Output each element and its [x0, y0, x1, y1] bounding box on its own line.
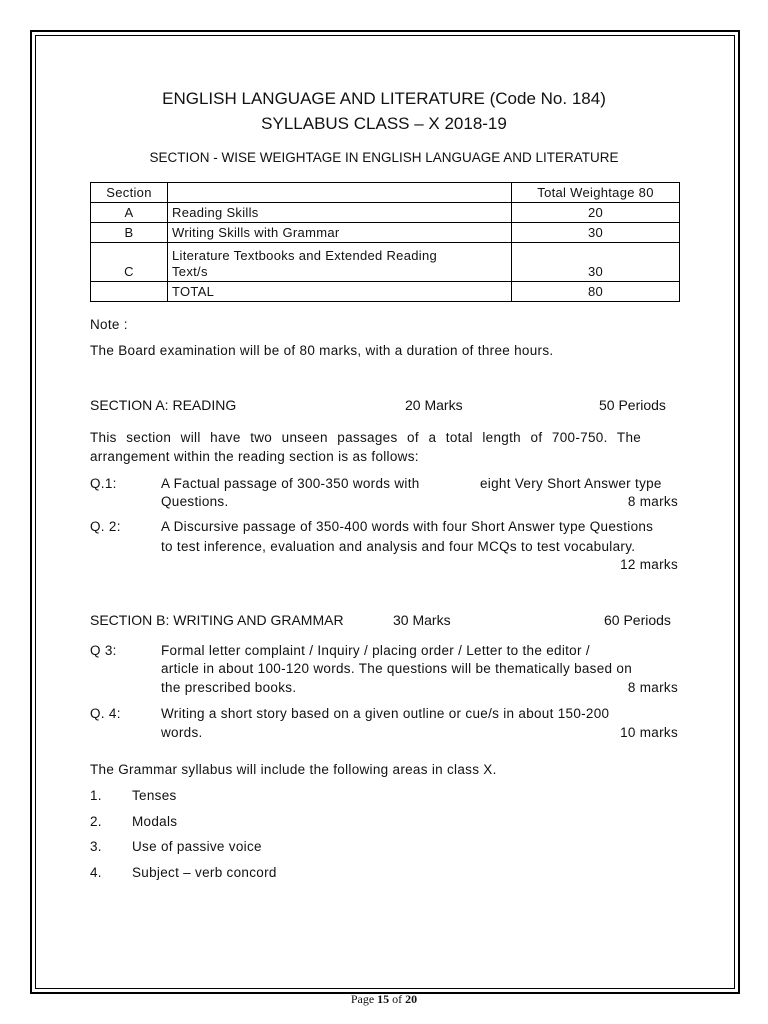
- list-item: Modals: [132, 814, 178, 829]
- question-text: A Factual passage of 300-350 words with: [161, 476, 420, 491]
- grammar-intro: The Grammar syllabus will include the following areas in class X.: [90, 762, 497, 777]
- section-b-title: SECTION B: WRITING AND GRAMMAR: [90, 612, 344, 628]
- question-number: Q. 2:: [90, 519, 121, 534]
- question-marks: 10 marks: [620, 725, 678, 740]
- document-title: ENGLISH LANGUAGE AND LITERATURE (Code No. 184): [162, 89, 606, 108]
- list-item: Tenses: [132, 788, 177, 803]
- question-text: Questions.: [161, 494, 229, 509]
- section-b-periods: 60 Periods: [604, 612, 671, 628]
- list-item: Use of passive voice: [132, 839, 262, 854]
- question-text: Writing a short story based on a given outline or cue/s in about 150-200: [161, 706, 610, 721]
- question-text: words.: [161, 725, 203, 740]
- table-cell-name: Writing Skills with Grammar: [168, 223, 512, 243]
- table-row: [91, 243, 680, 282]
- page-total: 20: [405, 992, 418, 1006]
- section-a-title: SECTION A: READING: [90, 397, 237, 413]
- table-cell-name: Reading Skills: [168, 203, 512, 223]
- table-cell-section: [91, 282, 168, 302]
- question-text: the prescribed books.: [161, 680, 297, 695]
- page-prefix: Page: [350, 992, 378, 1006]
- section-a-intro-line: arrangement within the reading section is as follows:: [90, 449, 419, 464]
- table-cell-name: [168, 243, 512, 282]
- table-cell-weight: 30: [512, 243, 680, 282]
- weightage-table: [90, 182, 680, 302]
- table-header-cell: [168, 183, 512, 203]
- question-marks: 8 marks: [627, 494, 678, 509]
- weightage-heading: SECTION - WISE WEIGHTAGE IN ENGLISH LANGUAGE AND LITERATURE: [149, 150, 619, 165]
- note-text: The Board examination will be of 80 marks, with a duration of three hours.: [90, 343, 554, 358]
- question-marks: 12 marks: [620, 557, 678, 572]
- table-cell-weight: 20: [512, 203, 680, 223]
- table-header-row: [91, 183, 680, 203]
- table-row: [91, 223, 680, 243]
- table-cell-weight: 30: [512, 223, 680, 243]
- list-item-number: 2.: [90, 814, 102, 829]
- table-cell-name-line: Literature Textbooks and Extended Reading: [172, 248, 438, 263]
- document-subtitle: SYLLABUS CLASS – X 2018-19: [261, 114, 507, 133]
- question-text: to test inference, evaluation and analysis and four MCQs to test vocabulary.: [161, 539, 636, 554]
- section-a-periods: 50 Periods: [599, 397, 666, 413]
- question-text: eight Very Short Answer type: [480, 476, 662, 491]
- table-cell-name-line: Text/s: [172, 264, 208, 279]
- table-cell-section: C: [91, 243, 168, 282]
- question-text: A Discursive passage of 350-400 words with four Short Answer type Questions: [161, 519, 654, 534]
- section-a-marks: 20 Marks: [405, 397, 463, 413]
- table-header-cell: Section: [91, 183, 168, 203]
- question-marks: 8 marks: [627, 680, 678, 695]
- page-footer: [0, 992, 768, 1007]
- list-item: Subject – verb concord: [132, 865, 277, 880]
- table-cell-section: A: [91, 203, 168, 223]
- question-text: Formal letter complaint / Inquiry / placing order / Letter to the editor /: [161, 643, 590, 658]
- list-item-number: 3.: [90, 839, 102, 854]
- table-cell-weight: 80: [512, 282, 680, 302]
- question-text: article in about 100-120 words. The questions will be thematically based on: [161, 661, 633, 676]
- table-cell-section: B: [91, 223, 168, 243]
- question-number: Q 3:: [90, 643, 117, 658]
- section-a-intro-line: This section will have two unseen passages of a total length of 700-750. The: [90, 430, 642, 445]
- table-header-cell: Total Weightage 80: [512, 183, 680, 203]
- note-label: Note :: [90, 317, 128, 332]
- table-row: [91, 203, 680, 223]
- list-item-number: 4.: [90, 865, 102, 880]
- page-of: of: [389, 992, 406, 1006]
- question-number: Q. 4:: [90, 706, 121, 721]
- page-number: 15: [377, 992, 390, 1006]
- question-number: Q.1:: [90, 476, 117, 491]
- list-item-number: 1.: [90, 788, 102, 803]
- table-cell-name: TOTAL: [168, 282, 512, 302]
- table-row-total: [91, 282, 680, 302]
- section-b-marks: 30 Marks: [393, 612, 451, 628]
